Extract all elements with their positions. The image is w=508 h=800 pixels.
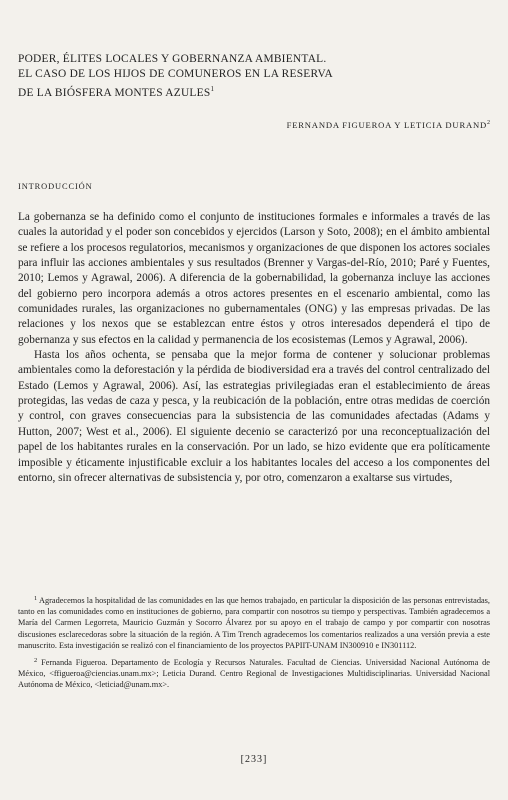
title-line-3 [18, 82, 488, 101]
footnote-text: Agradecemos la hospitalidad de las comunidades en las que hemos trabajado, en particular la disposición de las personas entrevistadas, tanto en las comunidades como en instituciones de gobierno, para compartir con nosotros su tiempo y perspectivas. También agradecemos a María del Carmen Legorreta, Mauricio Guzmán y Socorro Álvarez por su apoyo en el trabajo de campo y por compartir con nosotras discusiones esclarecedoras sobre la situación de la región. A Tim Trench agradecemos los comentarios realizados a una versión previa a este manuscrito. Esta investigación se realizó con el financiamiento de los proyectos PAPIIT-UNAM IN300910 e IN301112. [18, 596, 490, 650]
authors-text: FERNANDA FIGUEROA Y LETICIA DURAND [286, 120, 487, 130]
title-footnote-mark: 1 [210, 85, 214, 93]
footnote [18, 593, 490, 651]
title-line-3-text: DE LA BIÓSFERA MONTES AZULES [18, 87, 211, 99]
paragraph: La gobernanza se ha definido como el conjunto de instituciones formales e informales a través de las cuales la autoridad y el poder son concebidos y ejercidos (Larson y Soto, 2008); en el ámbito ambiental se refiere a los procesos regulatorios, mecanismos y organizaciones de que disponen los actores sociales para influir las acciones ambientales y sus resultados (Brenner y Vargas-del-Río, 2010; Paré y Fuentes, 2010; Lemos y Agrawal, 2006). A diferencia de la gobernabilidad, la gobernanza incluye las acciones del gobierno pero incorpora además a otros actores presentes en el escenario ambiental, como las comunidades rurales, las organizaciones no gubernamentales (ONG) y las empresas privadas. De las relaciones y los nexos que se establezcan entre éstos y otros interesados dependerá el tipo de gobernanza y sus efectos en la calidad y permanencia de los ecosistemas (Lemos y Agrawal, 2006). [18, 211, 490, 346]
article-authors [287, 120, 490, 130]
authors-footnote-mark: 2 [487, 120, 490, 126]
page-number: [233] [240, 754, 268, 765]
article-title [18, 52, 488, 101]
paragraph: Hasta los años ochenta, se pensaba que la mejor forma de contener y solucionar problemas ambientales como la deforestación y la pérdida de biodiversidad era a través del control centralizado del Estado (Lemos y Agrawal, 2006). Así, las estrategias privilegiadas eran el establecimiento de áreas protegidas, las vedas de caza y pesca, y la reubicación de la población, entre otras medidas de coerción y control, con graves consecuencias para la subsistencia de las comunidades afectadas (Adams y Hutton, 2007; West et al., 2006). El siguiente decenio se caracterizó por una reconceptualización del papel de los habitantes rurales en la conservación. Por un lado, se hizo evidente que era políticamente imposible y éticamente injustificable excluir a los habitantes locales del acceso a los componentes del entorno, sin ofrecer alternativas de subsistencia y, por otro, comenzaron a exaltarse sus virtudes, [18, 349, 490, 484]
footnote-text: Fernanda Figueroa. Departamento de Ecología y Recursos Naturales. Facultad de Ciencias. Universidad Nacional Autónoma de México, <ffigueroa@ciencias.unam.mx>; Leticia Durand. Centro Regional de Investigaciones Multidisciplinarias. Universidad Nacional Autónoma de México, <leticiad@unam.mx>. [18, 658, 490, 690]
section-heading: INTRODUCCIÓN [18, 182, 93, 191]
footnote-mark: 1 [34, 595, 38, 602]
footnote [18, 655, 490, 691]
footnote-mark: 2 [34, 657, 38, 665]
body-text [18, 210, 490, 486]
title-line-2: EL CASO DE LOS HIJOS DE COMUNEROS EN LA RESERVA [18, 68, 333, 80]
footnotes [18, 593, 490, 695]
title-line-1: PODER, ÉLITES LOCALES Y GOBERNANZA AMBIENTAL. [18, 53, 327, 65]
